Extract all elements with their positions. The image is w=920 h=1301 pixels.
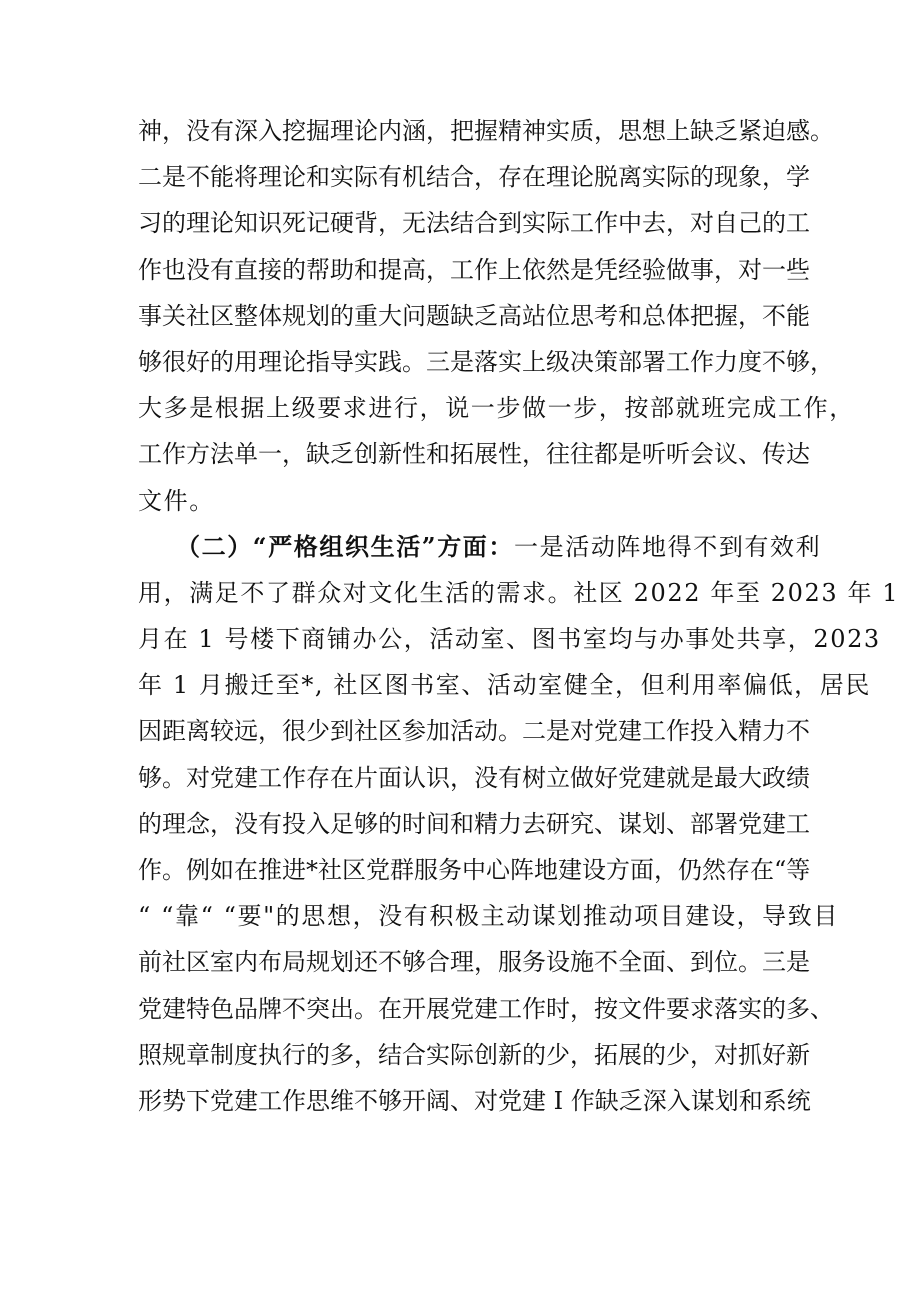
section-heading: （二）“严格组织生活”方面： [176,531,515,561]
text-line: 形势下党建工作思维不够开阔、对党建 I 作缺乏深入谋划和系统 [138,1086,811,1115]
text-line: 月在 1 号楼下商铺办公，活动室、图书室均与办事处共享，2023 [138,625,881,654]
text-line: 够很好的用理论指导实践。三是落实上级决策部署工作力度不够， [138,347,834,376]
document-body [138,108,900,1124]
text-line: “ “靠“ “要"的思想，没有积极主动谋划推动项目建设，导致目 [138,902,839,931]
text-line: 的理念，没有投入足够的时间和精力去研究、谋划、部署党建工 [138,809,810,838]
text-line: 习的理论知识死记硬背，无法结合到实际工作中去，对自己的工 [138,209,810,238]
text-line: 工作方法单一，缺乏创新性和拓展性，往往都是听听会议、传达 [138,440,810,469]
text-line: 二是不能将理论和实际有机结合，存在理论脱离实际的现象，学 [138,163,810,192]
text-line: 大多是根据上级要求进行，说一步做一步，按部就班完成工作， [138,394,855,423]
text-line: 够。对党建工作存在片面认识，没有树立做好党建就是最大政绩 [138,763,810,792]
text-line: 照规章制度执行的多，结合实际创新的少，拓展的少，对抓好新 [138,1040,810,1069]
text-line: 作也没有直接的帮助和提高，工作上依然是凭经验做事，对一些 [138,255,810,284]
text-line: 年 1 月搬迁至*, 社区图书室、活动室健全，但利用率偏低，居民 [138,671,871,700]
text-line: 文件。 [138,486,215,515]
text-line: 前社区室内布局规划还不够合理，服务设施不全面、到位。三是 [138,948,810,977]
text-line: 用，满足不了群众对文化生活的需求。社区 2022 年至 2023 年 1 [138,578,900,607]
text-line: 事关社区整体规划的重大问题缺乏高站位思考和总体把握，不能 [138,301,810,330]
text-line: 党建特色品牌不突出。在开展党建工作时，按文件要求落实的多、 [138,994,834,1023]
text-line: 神，没有深入挖掘理论内涵，把握精神实质，思想上缺乏紧迫感。 [138,117,834,145]
text-line: 因距离较远，很少到社区参加活动。二是对党建工作投入精力不 [138,717,810,746]
text-line: 作。例如在推进*社区党群服务中心阵地建设方面，仍然存在“等 [138,856,811,884]
section-heading-line: （二）“严格组织生活”方面：一是活动阵地得不到有效利 [176,531,822,561]
